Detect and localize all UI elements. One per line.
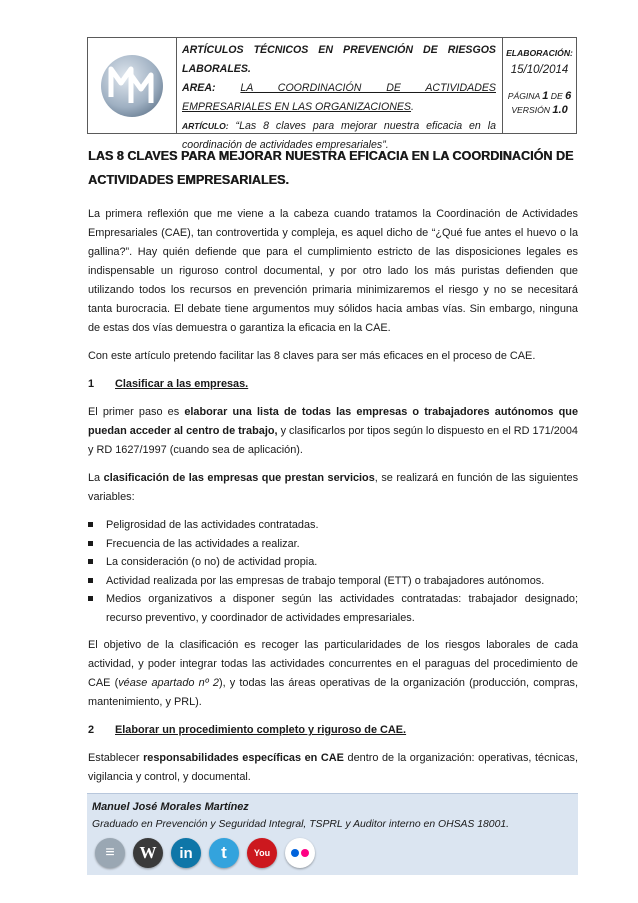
page-indicator: PÁGINA 1 DE 6: [507, 90, 572, 102]
paragraph-classification: La clasificación de las empresas que prestan servicios, se realizará en función de las siguientes variables:: [88, 472, 579, 503]
variables-list: [88, 516, 578, 627]
header-area: AREA: LA COORDINACIÓN DE ACTIVIDADES EMPRESARIALES EN LAS ORGANIZACIONES.: [182, 82, 496, 113]
section-2-heading: 2 Elaborar un procedimiento completo y riguroso de CAE.: [88, 724, 407, 736]
linkedin-icon[interactable]: in: [171, 838, 201, 868]
article-title: LAS 8 CLAVES PARA MEJORAR NUESTRA EFICACIA EN LA COORDINACIÓN DE ACTIVIDADES EMPRESARIALES.: [88, 149, 574, 187]
paragraph-first-step: El primer paso es elaborar una lista de todas las empresas o trabajadores autónomos que puedan acceder al centro de trabajo, y clasificarlos por tipos según lo dispuesto en el RD 171/2004 y RD 1627/1997 (cuando sea de aplicación).: [88, 406, 578, 456]
paragraph-purpose: Con este artículo pretendo facilitar las 8 claves para ser más eficaces en el proceso de CAE.: [88, 350, 536, 362]
list-item: Medios organizativos a disponer según las actividades contratadas: trabajador designado; recurso preventivo, y coordinador de actividades empresariales.: [88, 590, 578, 627]
version-indicator: VERSIÓN 1.0: [511, 104, 568, 116]
document-header: [87, 37, 577, 151]
list-item: La consideración (o no) de actividad propia.: [88, 553, 578, 572]
header-meta: [503, 38, 576, 133]
paragraph-objective: El objetivo de la clasificación es recoger las particularidades de los riesgos laborales de cada actividad, y poder integrar todas las actividades concurrentes en el paraguas del procedimiento de CAE (véase apartado nº 2), y todas las áreas operativas de la organización (producción, compras, mantenimiento, y PRL).: [88, 639, 579, 708]
list-item: Frecuencia de las actividades a realizar.: [88, 535, 578, 554]
twitter-icon[interactable]: t: [209, 838, 239, 868]
section-1-heading: 1 Clasificar a las empresas.: [88, 378, 249, 390]
author-name: Manuel José Morales Martínez: [92, 801, 249, 813]
wordpress-icon[interactable]: W: [133, 838, 163, 868]
slideshare-icon[interactable]: ≡: [95, 838, 125, 868]
header-line1: ARTÍCULOS TÉCNICOS EN PREVENCIÓN DE RIESGOS LABORALES.: [182, 44, 496, 75]
mm-logo-icon: [99, 53, 165, 119]
header-description: [177, 38, 503, 151]
author-role: Graduado en Prevención y Seguridad Integral, TSPRL y Auditor interno en OHSAS 18001.: [92, 819, 510, 830]
logo-cell: [88, 38, 177, 133]
list-item: Actividad realizada por las empresas de trabajo temporal (ETT) o trabajadores autónomos.: [88, 572, 578, 591]
elaboration-date: 15/10/2014: [510, 64, 569, 76]
flickr-icon[interactable]: [285, 838, 315, 868]
paragraph-responsibilities: Establecer responsabilidades específicas en CAE dentro de la organización: operativas, técnicas, vigilancia y control, y documental.: [88, 752, 579, 783]
elaboration-label: ELABORACIÓN:: [506, 48, 573, 58]
list-item: Peligrosidad de las actividades contratadas.: [88, 516, 578, 535]
author-footer: [87, 793, 578, 875]
youtube-icon[interactable]: You: [247, 838, 277, 868]
header-article: ARTÍCULO: “Las 8 claves para mejorar nuestra eficacia en la coordinación de actividades empresariales”.: [182, 120, 496, 151]
paragraph-intro: La primera reflexión que me viene a la cabeza cuando tratamos la Coordinación de Actividades Empresariales (CAE), tan controvertida y compleja, es aquel dicho de “¿Qué fue antes el huevo o la gallina?”. Hay quién defiende que para el cumplimiento estricto de las disposiciones legales es indispensable un riguroso control documental, y por otro lado los más puristas defienden que utilizando todos los recursos en prevención primaria minimizaremos el riesgo y no se necesitará tanta burocracia. El debate tiene argumentos muy sólidos hacia ambas vías. Sin embargo, ninguna de estas dos vías demuestra o garantiza la eficacia en la CAE.: [88, 208, 578, 334]
article-body: [88, 144, 578, 787]
social-icons: [95, 838, 573, 868]
